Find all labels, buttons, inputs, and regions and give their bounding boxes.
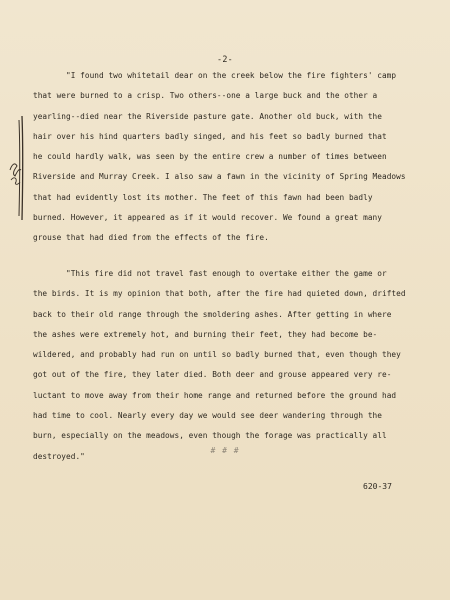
text-line: back to their old range through the smoldering ashes. After getting in where [33, 309, 392, 319]
text-line: that were burned to a crisp. Two others--one a large buck and the other a [33, 91, 378, 101]
text-line: hair over his hind quarters badly singed, and his feet so badly burned that [33, 131, 387, 141]
handwritten-margin-mark [8, 112, 26, 224]
paragraph-2 [33, 264, 433, 467]
text-line: "This fire did not travel fast enough to overtake either the game or [66, 269, 387, 278]
text-line: he could hardly walk, was seen by the entire crew a number of times between [33, 152, 387, 162]
text-line: the ashes were extremely hot, and burning their feet, they had become be- [33, 329, 378, 339]
text-line: had time to cool. Nearly every day we would see deer wandering through the [33, 411, 382, 421]
text-line: wildered, and probably had run on until so badly burned that, even though they [33, 350, 401, 360]
text-line: burned. However, it appeared as if it would recover. We found a great many [33, 213, 382, 223]
paragraph-1 [33, 66, 433, 249]
text-line: grouse that had died from the effects of the fire. [33, 233, 269, 243]
document-code: 620-37 [363, 482, 392, 491]
text-line: the birds. It is my opinion that both, after the fire had quieted down, drifted [33, 289, 406, 299]
text-line: "I found two whitetail dear on the creek below the fire fighters' camp [66, 71, 397, 80]
text-line: burn, especially on the meadows, even though the forage was practically all [33, 431, 387, 441]
text-line: luctant to move away from their home range and returned before the ground had [33, 390, 397, 400]
text-line: got out of the fire, they later died. Both deer and grouse appeared very re- [33, 370, 392, 380]
text-line: Riverside and Murray Creek. I also saw a fawn in the vicinity of Spring Meadows [33, 172, 406, 182]
end-mark: # # # [210, 446, 240, 455]
text-line: yearling--died near the Riverside pasture gate. Another old buck, with the [33, 111, 382, 121]
page-number: -2- [216, 54, 234, 64]
text-line: that had evidently lost its mother. The feet of this fawn had been badly [33, 192, 373, 202]
text-line: destroyed." [33, 451, 85, 461]
